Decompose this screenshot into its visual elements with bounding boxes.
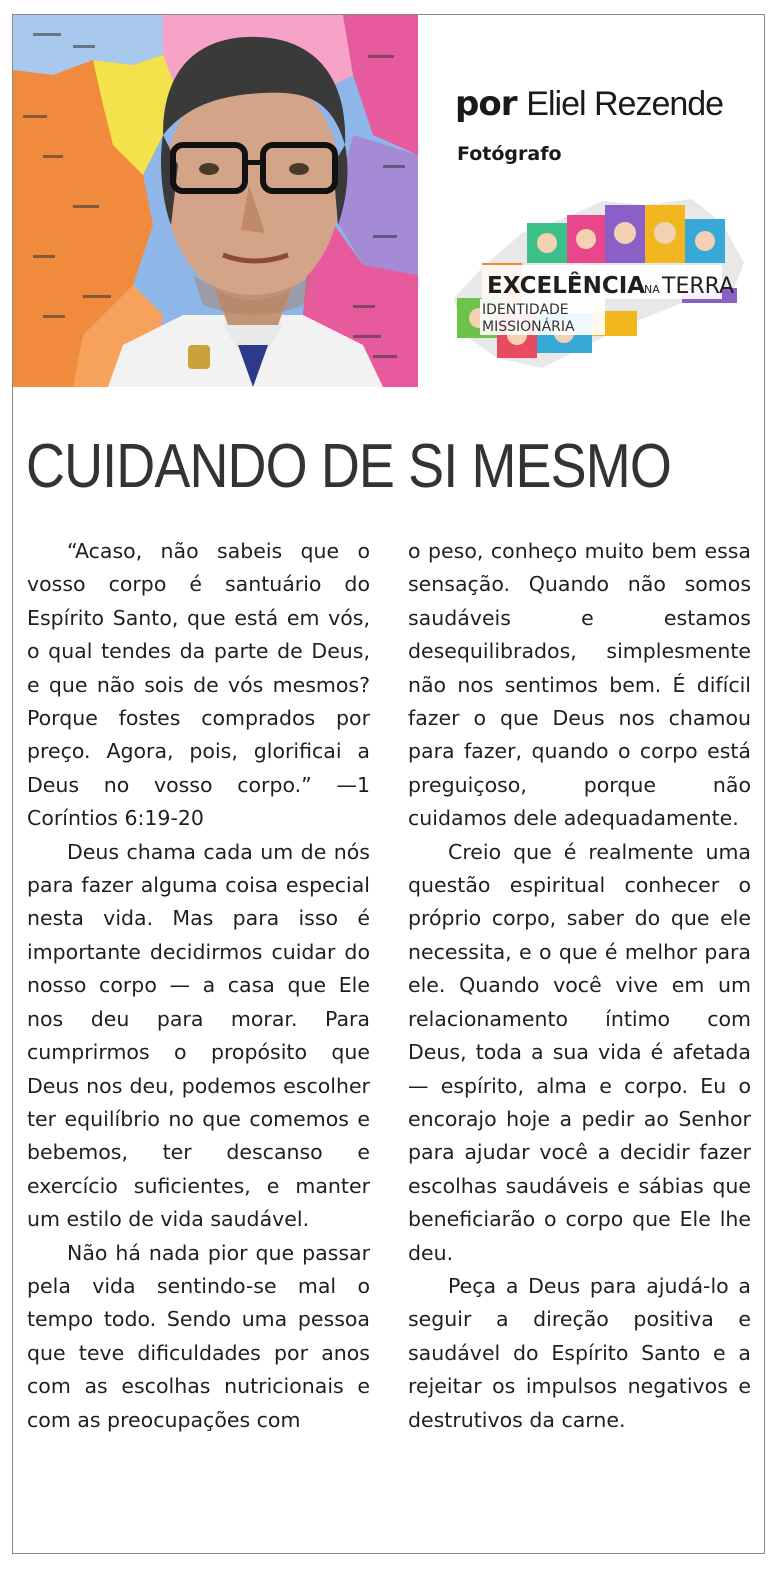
paragraph: Creio que é realmente uma questão espiritual conhecer o próprio corpo, saber do que ele necessita, e o que é melhor para ele. Quando você vive em um relacionamento íntimo com Deus, toda a sua vida é afetada — espírito, alma e corpo. Eu o encorajo hoje a pedir ao Senhor para ajudar você a decidir fazer escolhas saudáveis e sábias que beneficiarão o corpo que Ele lhe deu.	[408, 839, 751, 1265]
paragraph: o peso, conheço muito bem essa sensação. Quando não somos saudáveis e estamos desequilibrados, simplesmente não nos sentimos bem. É difícil fazer o que Deus nos chamou para fazer, quando o corpo está preguiçoso, porque não cuidamos dele adequadamente.	[408, 539, 751, 831]
logo-title-bold: EXCELÊNCIA	[487, 273, 646, 299]
paragraph: Não há nada pior que passar pela vida sentindo-se mal o tempo todo. Sendo uma pessoa que teve dificuldades por anos com as escolhas nutricionais e com as preocupações com	[27, 1240, 370, 1432]
author-photo	[13, 15, 418, 387]
paragraph: “Acaso, não sabeis que o vosso corpo é santuário do Espírito Santo, que está em vós, o qual tendes da parte de Deus, e que não sois de vós mesmos? Porque fostes comprados por preço. Agora, pois, glorificai a Deus no vosso corpo.” —1 Coríntios 6:19-20	[27, 539, 370, 831]
logo-subtitle-1: IDENTIDADE	[482, 302, 569, 318]
article-column-left	[27, 535, 370, 1437]
byline	[455, 82, 723, 126]
paragraph: Peça a Deus para ajudá-lo a seguir a direção positiva e saudável do Espírito Santo e a rejeitar os impulsos negativos e destrutivos da carne.	[408, 1273, 751, 1432]
author-role: Fotógrafo	[457, 143, 562, 165]
column-logo	[452, 193, 748, 373]
paragraph: Deus chama cada um de nós para fazer alguma coisa especial nesta vida. Mas para isso é importante decidirmos cuidar do nosso corpo — a casa que Ele nos deu para morar. Para cumprirmos o propósito que Deus nos deu, podemos escolher ter equilíbrio no que comemos e bebemos, ter descanso e exercício suficientes, e manter um estilo de vida saudável.	[27, 839, 370, 1232]
article-column-right	[408, 535, 751, 1437]
article-headline: CUIDANDO DE SI MESMO	[26, 432, 671, 501]
author-name: Eliel Rezende	[526, 85, 724, 123]
logo-title-small: NA	[644, 283, 660, 296]
logo-title-end: TERRA	[662, 274, 735, 299]
byline-prefix: por	[455, 84, 517, 124]
logo-subtitle-2: MISSIONÁRIA	[482, 319, 575, 335]
